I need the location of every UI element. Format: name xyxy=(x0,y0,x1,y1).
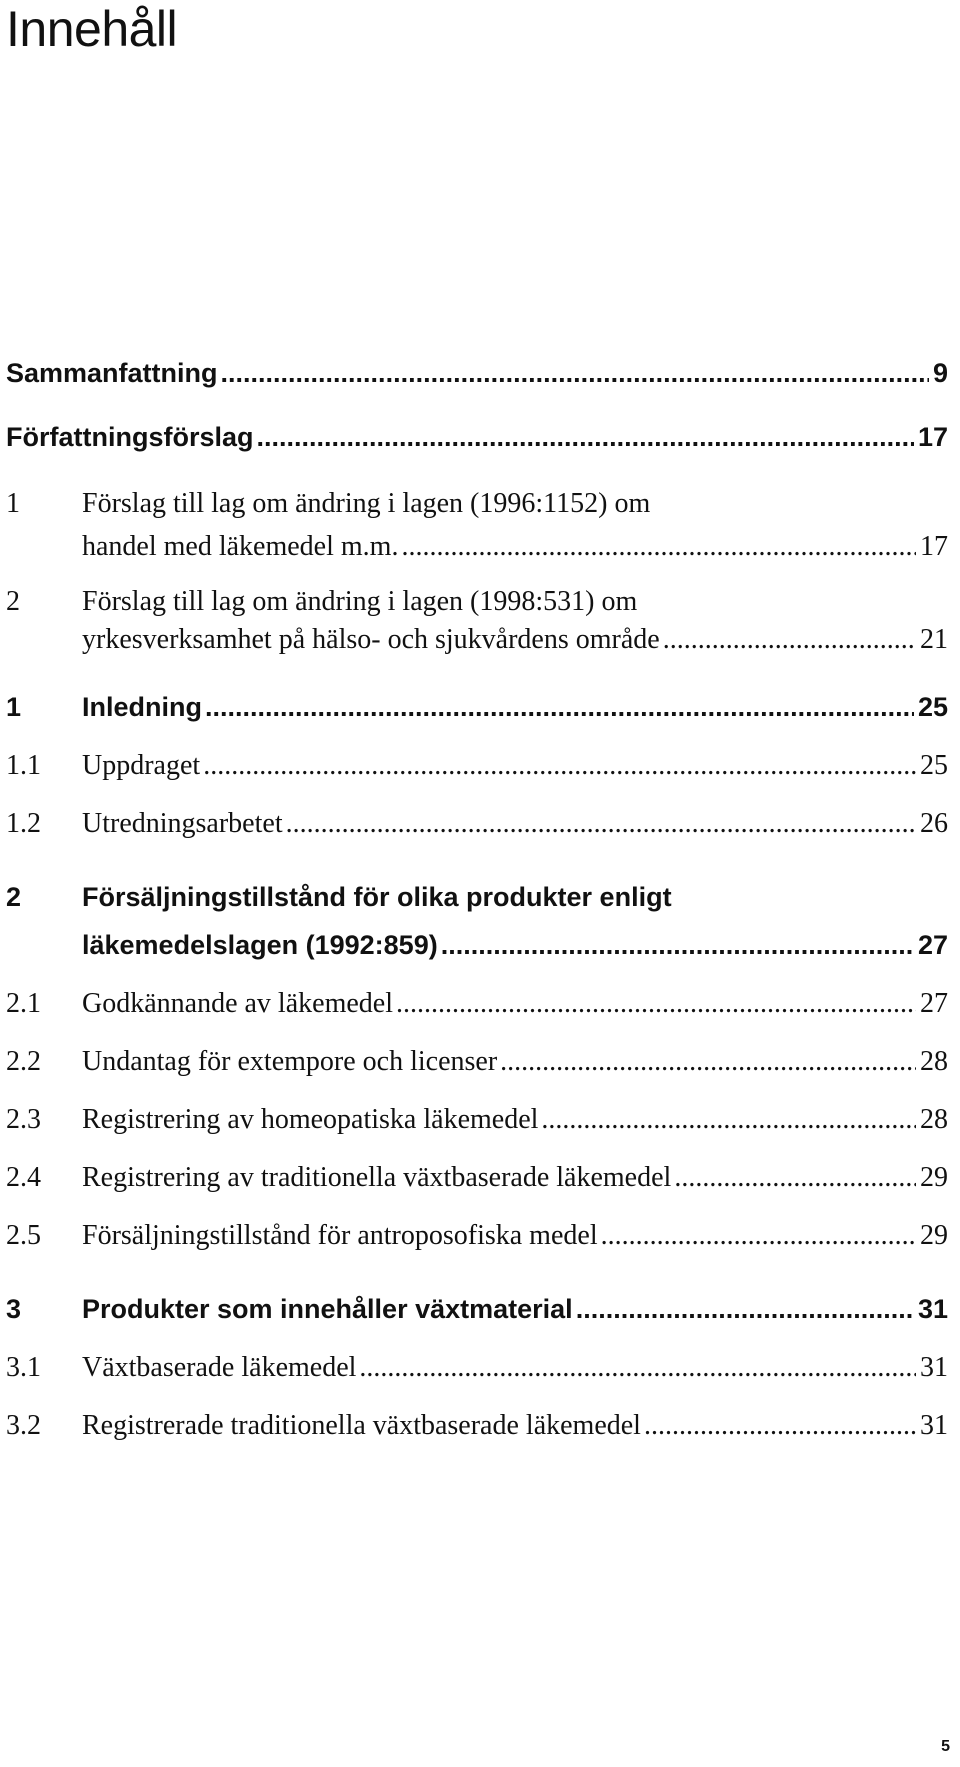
toc-entry-number: 3.1 xyxy=(6,1352,41,1383)
toc-page-number: 17 xyxy=(917,422,948,452)
toc-page-number: 28 xyxy=(920,1046,948,1077)
toc-page-number: 29 xyxy=(920,1220,948,1251)
dot-leader xyxy=(601,1220,916,1252)
toc-entry-number: 2.2 xyxy=(6,1046,41,1077)
toc-page-number: 25 xyxy=(917,692,948,722)
toc-entry-title-line-1: Förslag till lag om ändring i lagen (1998:531) om xyxy=(82,586,638,617)
dot-leader xyxy=(541,1104,916,1136)
dot-leader xyxy=(221,358,929,389)
dot-leader xyxy=(441,930,914,961)
toc-page-number: 17 xyxy=(920,531,948,562)
toc-entry-title: Inledning xyxy=(82,692,202,722)
toc-entry-number: 1.1 xyxy=(6,750,41,781)
toc-entry-title-line-1: Förslag till lag om ändring i lagen (1996:1152) om xyxy=(82,488,651,519)
dot-leader xyxy=(576,1294,914,1325)
toc-entry-title-line-2: yrkesverksamhet på hälso- och sjukvårdens område xyxy=(82,624,660,655)
page-number: 5 xyxy=(941,1738,950,1755)
toc-entry-number: 2.3 xyxy=(6,1104,41,1135)
toc-page-number: 31 xyxy=(917,1294,948,1324)
toc-entry-number: 1 xyxy=(6,488,20,519)
dot-leader xyxy=(500,1046,916,1078)
toc-page-number: 31 xyxy=(920,1410,948,1441)
toc-page-number: 29 xyxy=(920,1162,948,1193)
toc-entry-number: 2.1 xyxy=(6,988,41,1019)
toc-entry-title: Registrering av homeopatiska läkemedel xyxy=(82,1104,539,1135)
toc-entry-title: Försäljningstillstånd för antroposofiska medel xyxy=(82,1220,598,1251)
toc-page-number: 25 xyxy=(920,750,948,781)
toc-entry-number: 1 xyxy=(6,692,22,722)
toc-page-number: 9 xyxy=(932,358,948,388)
toc-entry-number: 2 xyxy=(6,586,20,617)
toc-entry-number: 2.5 xyxy=(6,1220,41,1251)
dot-leader xyxy=(286,808,916,840)
toc-page-number: 26 xyxy=(920,808,948,839)
toc-entry-title: Uppdraget xyxy=(82,750,201,781)
toc-entry-number: 3 xyxy=(6,1294,22,1324)
toc-entry-title-line-2: läkemedelslagen (1992:859) xyxy=(82,930,438,960)
toc-entry-title: Växtbaserade läkemedel xyxy=(82,1352,357,1383)
toc-entry-title: Sammanfattning xyxy=(6,358,218,388)
toc-entry-number: 3.2 xyxy=(6,1410,41,1441)
toc-entry-title: Författningsförslag xyxy=(6,422,254,452)
dot-leader xyxy=(257,422,914,453)
toc-page-number: 21 xyxy=(920,624,948,655)
toc-entry-title-line-2: handel med läkemedel m.m. xyxy=(82,531,399,562)
toc-page-number: 28 xyxy=(920,1104,948,1135)
toc-entry-number: 2.4 xyxy=(6,1162,41,1193)
dot-leader xyxy=(401,531,916,563)
dot-leader xyxy=(663,624,916,656)
toc-entry-title: Godkännande av läkemedel xyxy=(82,988,393,1019)
toc-entry-title: Utredningsarbetet xyxy=(82,808,283,839)
toc-page-number: 27 xyxy=(917,930,948,960)
toc-page-number: 31 xyxy=(920,1352,948,1383)
toc-entry-title: Produkter som innehåller växtmaterial xyxy=(82,1294,573,1324)
dot-leader xyxy=(205,692,914,723)
dot-leader xyxy=(359,1352,916,1384)
dot-leader xyxy=(674,1162,916,1194)
toc-page-number: 27 xyxy=(920,988,948,1019)
toc-entry-title: Registrerade traditionella växtbaserade läkemedel xyxy=(82,1410,641,1441)
dot-leader xyxy=(396,988,916,1020)
dot-leader xyxy=(203,750,916,782)
toc-entry-title: Undantag för extempore och licenser xyxy=(82,1046,498,1077)
toc-entry-number: 1.2 xyxy=(6,808,41,839)
toc-entry-title: Registrering av traditionella växtbaserade läkemedel xyxy=(82,1162,672,1193)
dot-leader xyxy=(644,1410,916,1442)
toc-entry-number: 2 xyxy=(6,882,22,912)
page-title: Innehåll xyxy=(6,1,178,57)
toc-entry-title-line-1: Försäljningstillstånd för olika produkter enligt xyxy=(82,882,672,912)
